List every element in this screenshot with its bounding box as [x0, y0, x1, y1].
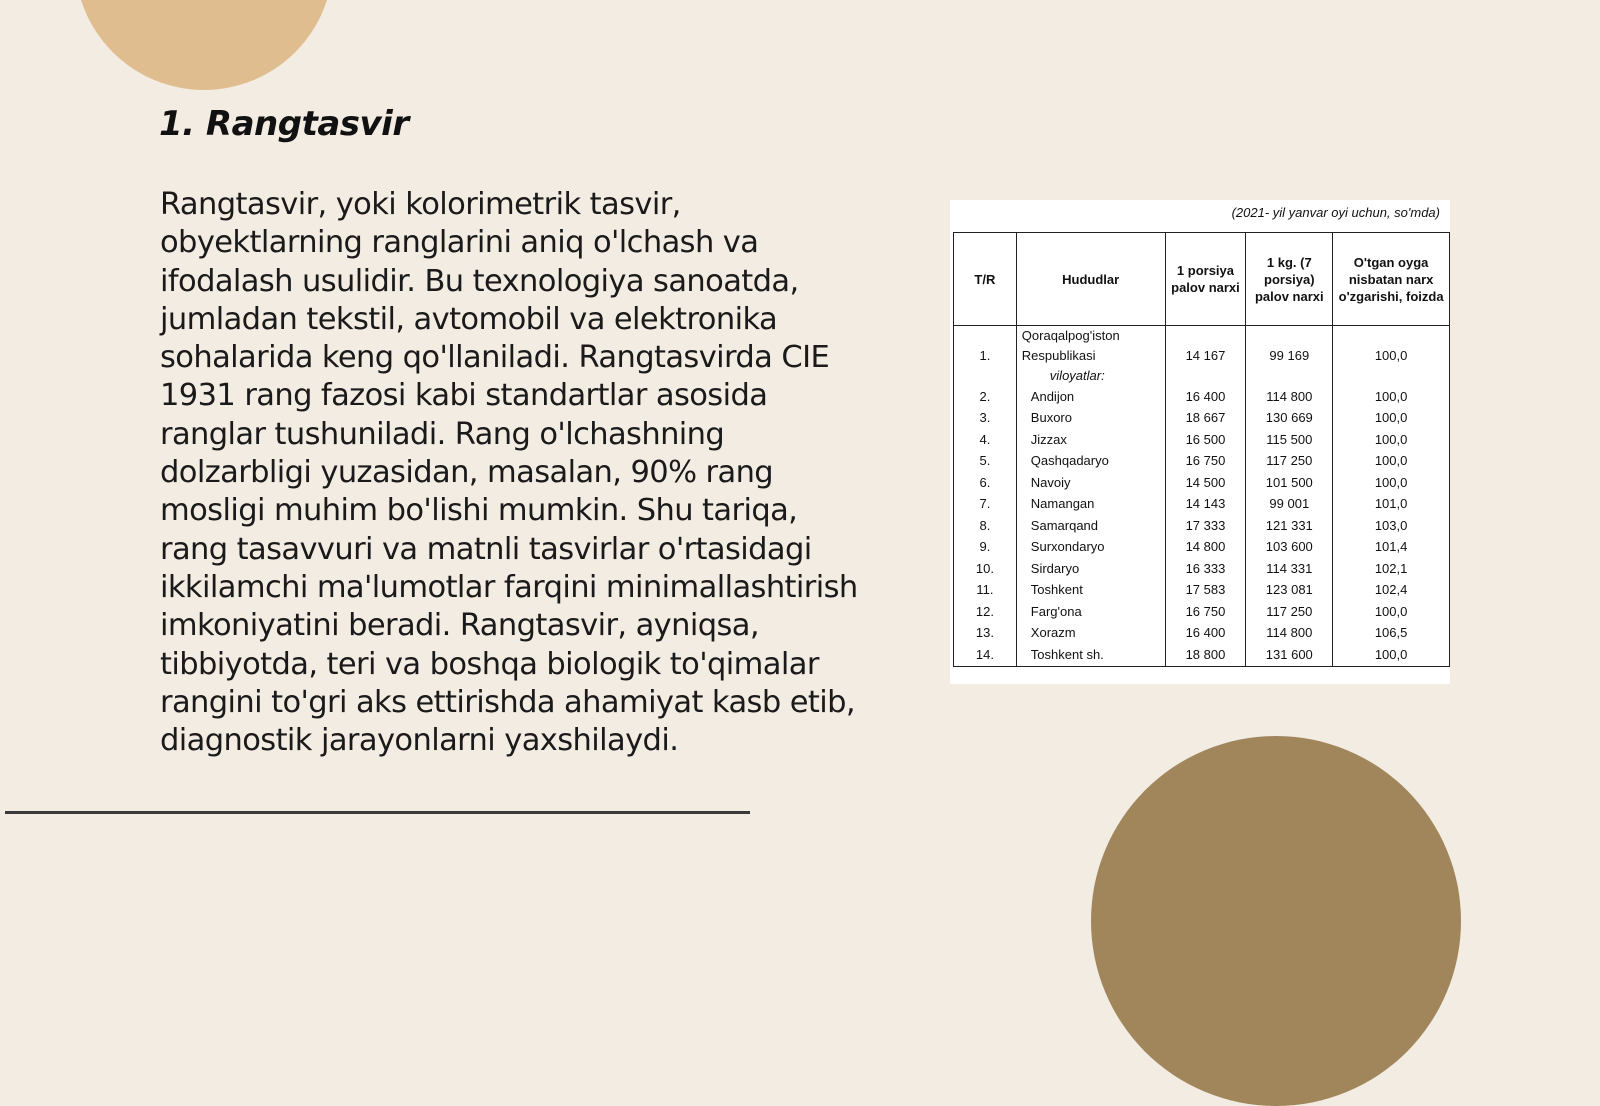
row-change: 103,0 — [1333, 515, 1450, 537]
row-region: Jizzax — [1016, 429, 1165, 451]
row-change: 101,4 — [1333, 537, 1450, 559]
slide-body-text: Rangtasvir, yoki kolorimetrik tasvir, obyektlarning ranglarini aniq o'lchash va ifodalash usulidir. Bu texnologiya sanoatda, jumladan tekstil, avtomobil va elektronika sohalarida keng qo'llaniladi. Rangtasvirda CIE 1931 rang fazosi kabi standartlar asosida ranglar tushuniladi. Rang o'lchashning dolzarbligi yuzasidan, masalan, 90% rang mosligi muhim bo'lishi mumkin. Shu tariqa, rang tasavvuri va matnli tasvirlar o'rtasidagi ikkilamchi ma'lumotlar farqini minimallashtirish imkoniyatini beradi. Rangtasvir, ayniqsa, tibbiyotda, teri va boshqa biologik to'qimalar rangini to'gri aks ettirishda ahamiyat kasb etib, diagnostik jarayonlarni yaxshilaydi. — [160, 187, 858, 759]
region-line-1: Qoraqalpog'iston — [1021, 328, 1120, 343]
row-change: 100,0 — [1333, 472, 1450, 494]
header-portion-price: 1 porsiya palov narxi — [1165, 233, 1246, 326]
row-portion-price: 16 400 — [1165, 623, 1246, 645]
table-row — [954, 558, 1450, 580]
table-row — [954, 515, 1450, 537]
row-number: 4. — [954, 429, 1017, 451]
row-change: 102,4 — [1333, 580, 1450, 602]
row-portion-price: 16 400 — [1165, 386, 1246, 408]
table-row — [954, 451, 1450, 473]
row-kg-price: 101 500 — [1246, 472, 1333, 494]
row-portion-price: 14 167 — [1165, 326, 1246, 387]
region-line-2: Respublikasi — [1021, 348, 1096, 363]
header-tr: T/R — [954, 233, 1017, 326]
table-row — [954, 386, 1450, 408]
row-kg-price: 114 800 — [1246, 386, 1333, 408]
row-portion-price: 16 750 — [1165, 451, 1246, 473]
row-number: 2. — [954, 386, 1017, 408]
row-change: 100,0 — [1333, 644, 1450, 666]
table-row — [954, 537, 1450, 559]
table-row — [954, 429, 1450, 451]
row-kg-price: 131 600 — [1246, 644, 1333, 666]
row-kg-price: 121 331 — [1246, 515, 1333, 537]
row-kg-price: 103 600 — [1246, 537, 1333, 559]
row-portion-price: 14 500 — [1165, 472, 1246, 494]
row-portion-price: 17 333 — [1165, 515, 1246, 537]
row-kg-price: 123 081 — [1246, 580, 1333, 602]
row-change: 100,0 — [1333, 451, 1450, 473]
header-change: O'tgan oyga nisbatan narx o'zgarishi, foizda — [1333, 233, 1450, 326]
row-region: Surxondaryo — [1016, 537, 1165, 559]
row-portion-price: 14 800 — [1165, 537, 1246, 559]
table-row — [954, 623, 1450, 645]
row-number: 9. — [954, 537, 1017, 559]
table-row — [954, 408, 1450, 430]
row-change: 102,1 — [1333, 558, 1450, 580]
row-number: 11. — [954, 580, 1017, 602]
row-number: 10. — [954, 558, 1017, 580]
row-region: Qashqadaryo — [1016, 451, 1165, 473]
row-kg-price: 99 169 — [1246, 326, 1333, 387]
table-row — [954, 644, 1450, 666]
row-portion-price: 16 500 — [1165, 429, 1246, 451]
price-table — [953, 232, 1450, 667]
row-number: 5. — [954, 451, 1017, 473]
row-kg-price: 117 250 — [1246, 601, 1333, 623]
row-change: 100,0 — [1333, 429, 1450, 451]
row-number: 1. — [954, 326, 1017, 387]
row-number: 13. — [954, 623, 1017, 645]
row-portion-price: 16 333 — [1165, 558, 1246, 580]
viloyatlar-sublabel: viloyatlar: — [1049, 368, 1105, 383]
decorative-circle-bottom — [1091, 736, 1461, 1106]
row-change: 101,0 — [1333, 494, 1450, 516]
row-change: 100,0 — [1333, 408, 1450, 430]
header-kg-price: 1 kg. (7 porsiya) palov narxi — [1246, 233, 1333, 326]
row-number: 6. — [954, 472, 1017, 494]
row-number: 3. — [954, 408, 1017, 430]
table-body — [954, 326, 1450, 667]
row-kg-price: 115 500 — [1246, 429, 1333, 451]
table-row — [954, 494, 1450, 516]
row-portion-price: 18 800 — [1165, 644, 1246, 666]
row-portion-price: 14 143 — [1165, 494, 1246, 516]
row-region: Toshkent — [1016, 580, 1165, 602]
row-region: Andijon — [1016, 386, 1165, 408]
row-region: Farg'ona — [1016, 601, 1165, 623]
row-number: 14. — [954, 644, 1017, 666]
row-region: Toshkent sh. — [1016, 644, 1165, 666]
table-image-panel — [950, 200, 1450, 684]
row-region — [1016, 326, 1165, 387]
row-region: Xorazm — [1016, 623, 1165, 645]
table-row — [954, 601, 1450, 623]
row-portion-price: 18 667 — [1165, 408, 1246, 430]
row-kg-price: 117 250 — [1246, 451, 1333, 473]
divider-line — [5, 811, 750, 814]
row-region: Navoiy — [1016, 472, 1165, 494]
table-note: (2021- yil yanvar oyi uchun, so'mda) — [1231, 205, 1440, 220]
row-kg-price: 99 001 — [1246, 494, 1333, 516]
table-row — [954, 326, 1450, 387]
row-change: 100,0 — [1333, 326, 1450, 387]
row-region: Samarqand — [1016, 515, 1165, 537]
header-region: Hududlar — [1016, 233, 1165, 326]
row-region: Sirdaryo — [1016, 558, 1165, 580]
row-number: 8. — [954, 515, 1017, 537]
table-row — [954, 580, 1450, 602]
slide-title: 1. Rangtasvir — [159, 104, 409, 144]
row-portion-price: 16 750 — [1165, 601, 1246, 623]
row-number: 12. — [954, 601, 1017, 623]
row-change: 100,0 — [1333, 386, 1450, 408]
decorative-circle-top — [75, 0, 333, 90]
row-change: 106,5 — [1333, 623, 1450, 645]
table-row — [954, 472, 1450, 494]
row-kg-price: 130 669 — [1246, 408, 1333, 430]
row-region: Namangan — [1016, 494, 1165, 516]
row-portion-price: 17 583 — [1165, 580, 1246, 602]
row-number: 7. — [954, 494, 1017, 516]
table-header-row — [954, 233, 1450, 326]
row-region: Buxoro — [1016, 408, 1165, 430]
row-kg-price: 114 800 — [1246, 623, 1333, 645]
row-change: 100,0 — [1333, 601, 1450, 623]
row-kg-price: 114 331 — [1246, 558, 1333, 580]
